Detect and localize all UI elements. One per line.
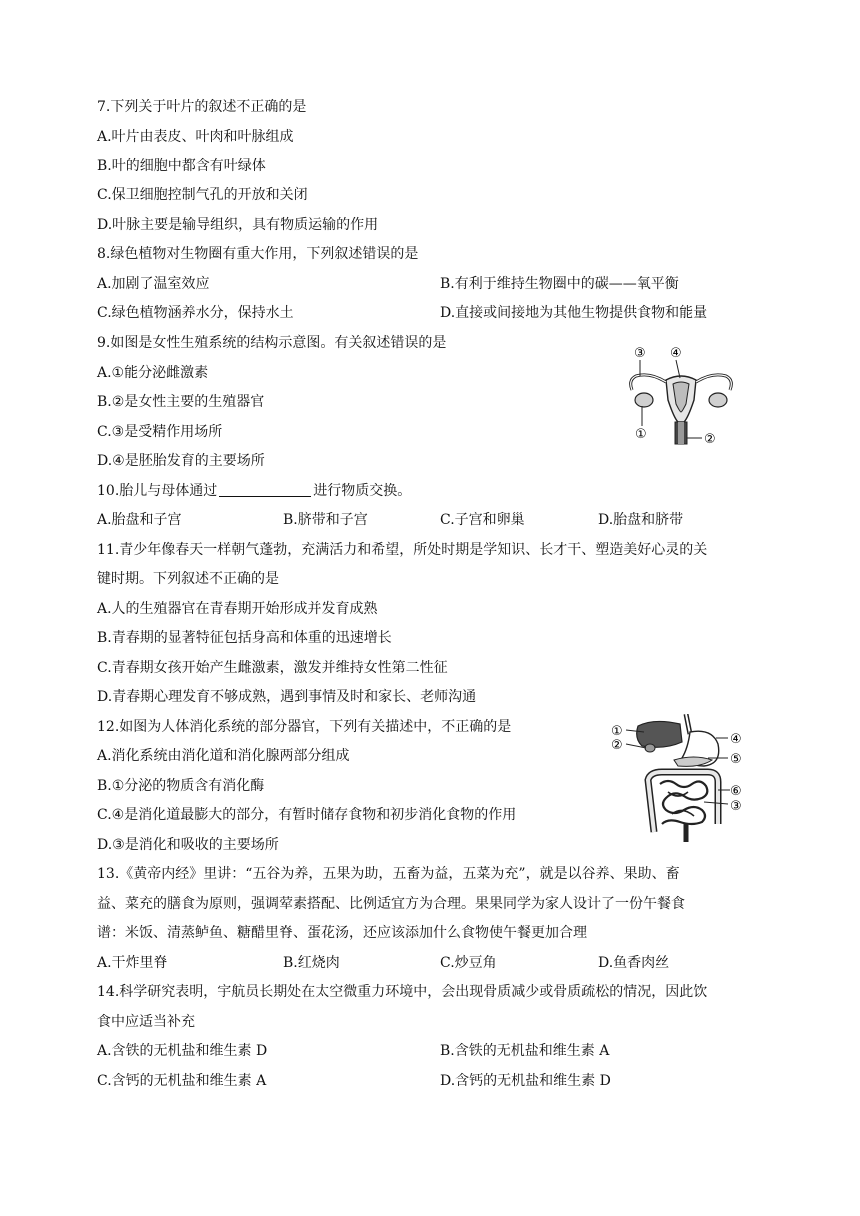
label-6: ⑥ — [730, 784, 742, 799]
label-5: ⑤ — [730, 752, 742, 767]
q13-stem-line2: 益、菜充的膳食为原则，强调荤素搭配、比例适宜方为合理。果果同学为家人设计了一份午餐食 — [97, 896, 685, 912]
q11-option-b: B.青春期的显著特征包括身高和体重的迅速增长 — [97, 630, 392, 646]
q10-option-d: D.胎盘和脐带 — [598, 512, 684, 528]
q10-stem-before: 10.胎儿与母体通过 — [97, 483, 218, 499]
q12-option-b: B.①分泌的物质含有消化酶 — [97, 778, 265, 794]
q14-stem-line1: 14.科学研究表明，宇航员长期处在太空微重力环境中，会出现骨质减少或骨质疏松的情况，因此饮 — [97, 984, 708, 1000]
q13-option-d: D.鱼香肉丝 — [598, 955, 670, 971]
q12-option-d: D.③是消化和吸收的主要场所 — [97, 837, 279, 853]
q11-option-d: D.青春期心理发育不够成熟，遇到事情及时和家长、老师沟通 — [97, 689, 477, 705]
q11-stem-line1: 11.青少年像春天一样朝气蓬勃，充满活力和希望，所处时期是学知识、长才干、塑造美好心灵的关 — [97, 542, 708, 558]
q10-answer-blank — [219, 482, 311, 497]
q7-option-c: C.保卫细胞控制气孔的开放和关闭 — [97, 187, 308, 203]
q13-option-b: B.红烧肉 — [283, 955, 340, 971]
q9-stem: 9.如图是女性生殖系统的结构示意图。有关叙述错误的是 — [97, 335, 447, 351]
q9-option-d: D.④是胚胎发育的主要场所 — [97, 453, 265, 469]
q13-option-c: C.炒豆角 — [440, 955, 497, 971]
q14-option-b: B.含铁的无机盐和维生素 A — [440, 1043, 610, 1059]
label-1: ① — [611, 724, 623, 739]
q13-stem-line3: 谱：米饭、清蒸鲈鱼、糖醋里脊、蛋花汤，还应该添加什么食物使午餐更加合理 — [97, 925, 587, 941]
q10-option-c: C.子宫和卵巢 — [440, 512, 525, 528]
q8-stem: 8.绿色植物对生物圈有重大作用，下列叙述错误的是 — [97, 246, 419, 262]
q7-stem: 7.下列关于叶片的叙述不正确的是 — [97, 99, 307, 115]
q8-option-c: C.绿色植物涵养水分，保持水土 — [97, 305, 294, 321]
q14-option-c: C.含钙的无机盐和维生素 A — [97, 1073, 267, 1089]
q7-option-d: D.叶脉主要是输导组织，具有物质运输的作用 — [97, 217, 379, 233]
q13-option-a: A.干炸里脊 — [97, 955, 168, 971]
label-1: ① — [635, 427, 647, 442]
q10-option-a: A.胎盘和子宫 — [97, 512, 182, 528]
q12-stem: 12.如图为人体消化系统的部分器官，下列有关描述中，不正确的是 — [97, 719, 512, 735]
q13-stem-line1: 13.《黄帝内经》里讲：“五谷为养，五果为助，五畜为益，五菜为充”，就是以谷养、果助、畜 — [97, 866, 680, 882]
q10-stem — [97, 481, 411, 501]
q8-option-b: B.有利于维持生物圈中的碳——氧平衡 — [440, 276, 679, 292]
digestive-system-diagram — [608, 714, 758, 844]
q9-option-a: A.①能分泌雌激素 — [97, 365, 209, 381]
q11-option-a: A.人的生殖器官在青春期开始形成并发育成熟 — [97, 601, 378, 617]
q10-option-b: B.脐带和子宫 — [283, 512, 368, 528]
label-2: ② — [704, 432, 716, 447]
female-reproductive-diagram — [618, 342, 744, 454]
q14-option-a: A.含铁的无机盐和维生素 D — [97, 1043, 268, 1059]
label-3: ③ — [730, 799, 742, 814]
label-2: ② — [611, 738, 623, 753]
q11-stem-line2: 键时期。下列叙述不正确的是 — [97, 571, 279, 587]
q8-option-a: A.加剧了温室效应 — [97, 276, 210, 292]
q8-option-d: D.直接或间接地为其他生物提供食物和能量 — [440, 305, 708, 321]
label-4: ④ — [670, 346, 682, 361]
q9-option-c: C.③是受精作用场所 — [97, 424, 223, 440]
q11-option-c: C.青春期女孩开始产生雌激素，激发并维持女性第二性征 — [97, 660, 448, 676]
q7-option-b: B.叶的细胞中都含有叶绿体 — [97, 158, 266, 174]
q10-stem-after: 进行物质交换。 — [313, 483, 412, 499]
label-4: ④ — [730, 732, 742, 747]
q9-option-b: B.②是女性主要的生殖器官 — [97, 394, 265, 410]
q14-stem-line2: 食中应适当补充 — [97, 1014, 195, 1030]
q7-option-a: A.叶片由表皮、叶肉和叶脉组成 — [97, 129, 294, 145]
q14-option-d: D.含钙的无机盐和维生素 D — [440, 1073, 611, 1089]
q12-option-a: A.消化系统由消化道和消化腺两部分组成 — [97, 748, 350, 764]
q12-option-c: C.④是消化道最膨大的部分，有暂时储存食物和初步消化食物的作用 — [97, 807, 517, 823]
label-3: ③ — [634, 346, 646, 361]
